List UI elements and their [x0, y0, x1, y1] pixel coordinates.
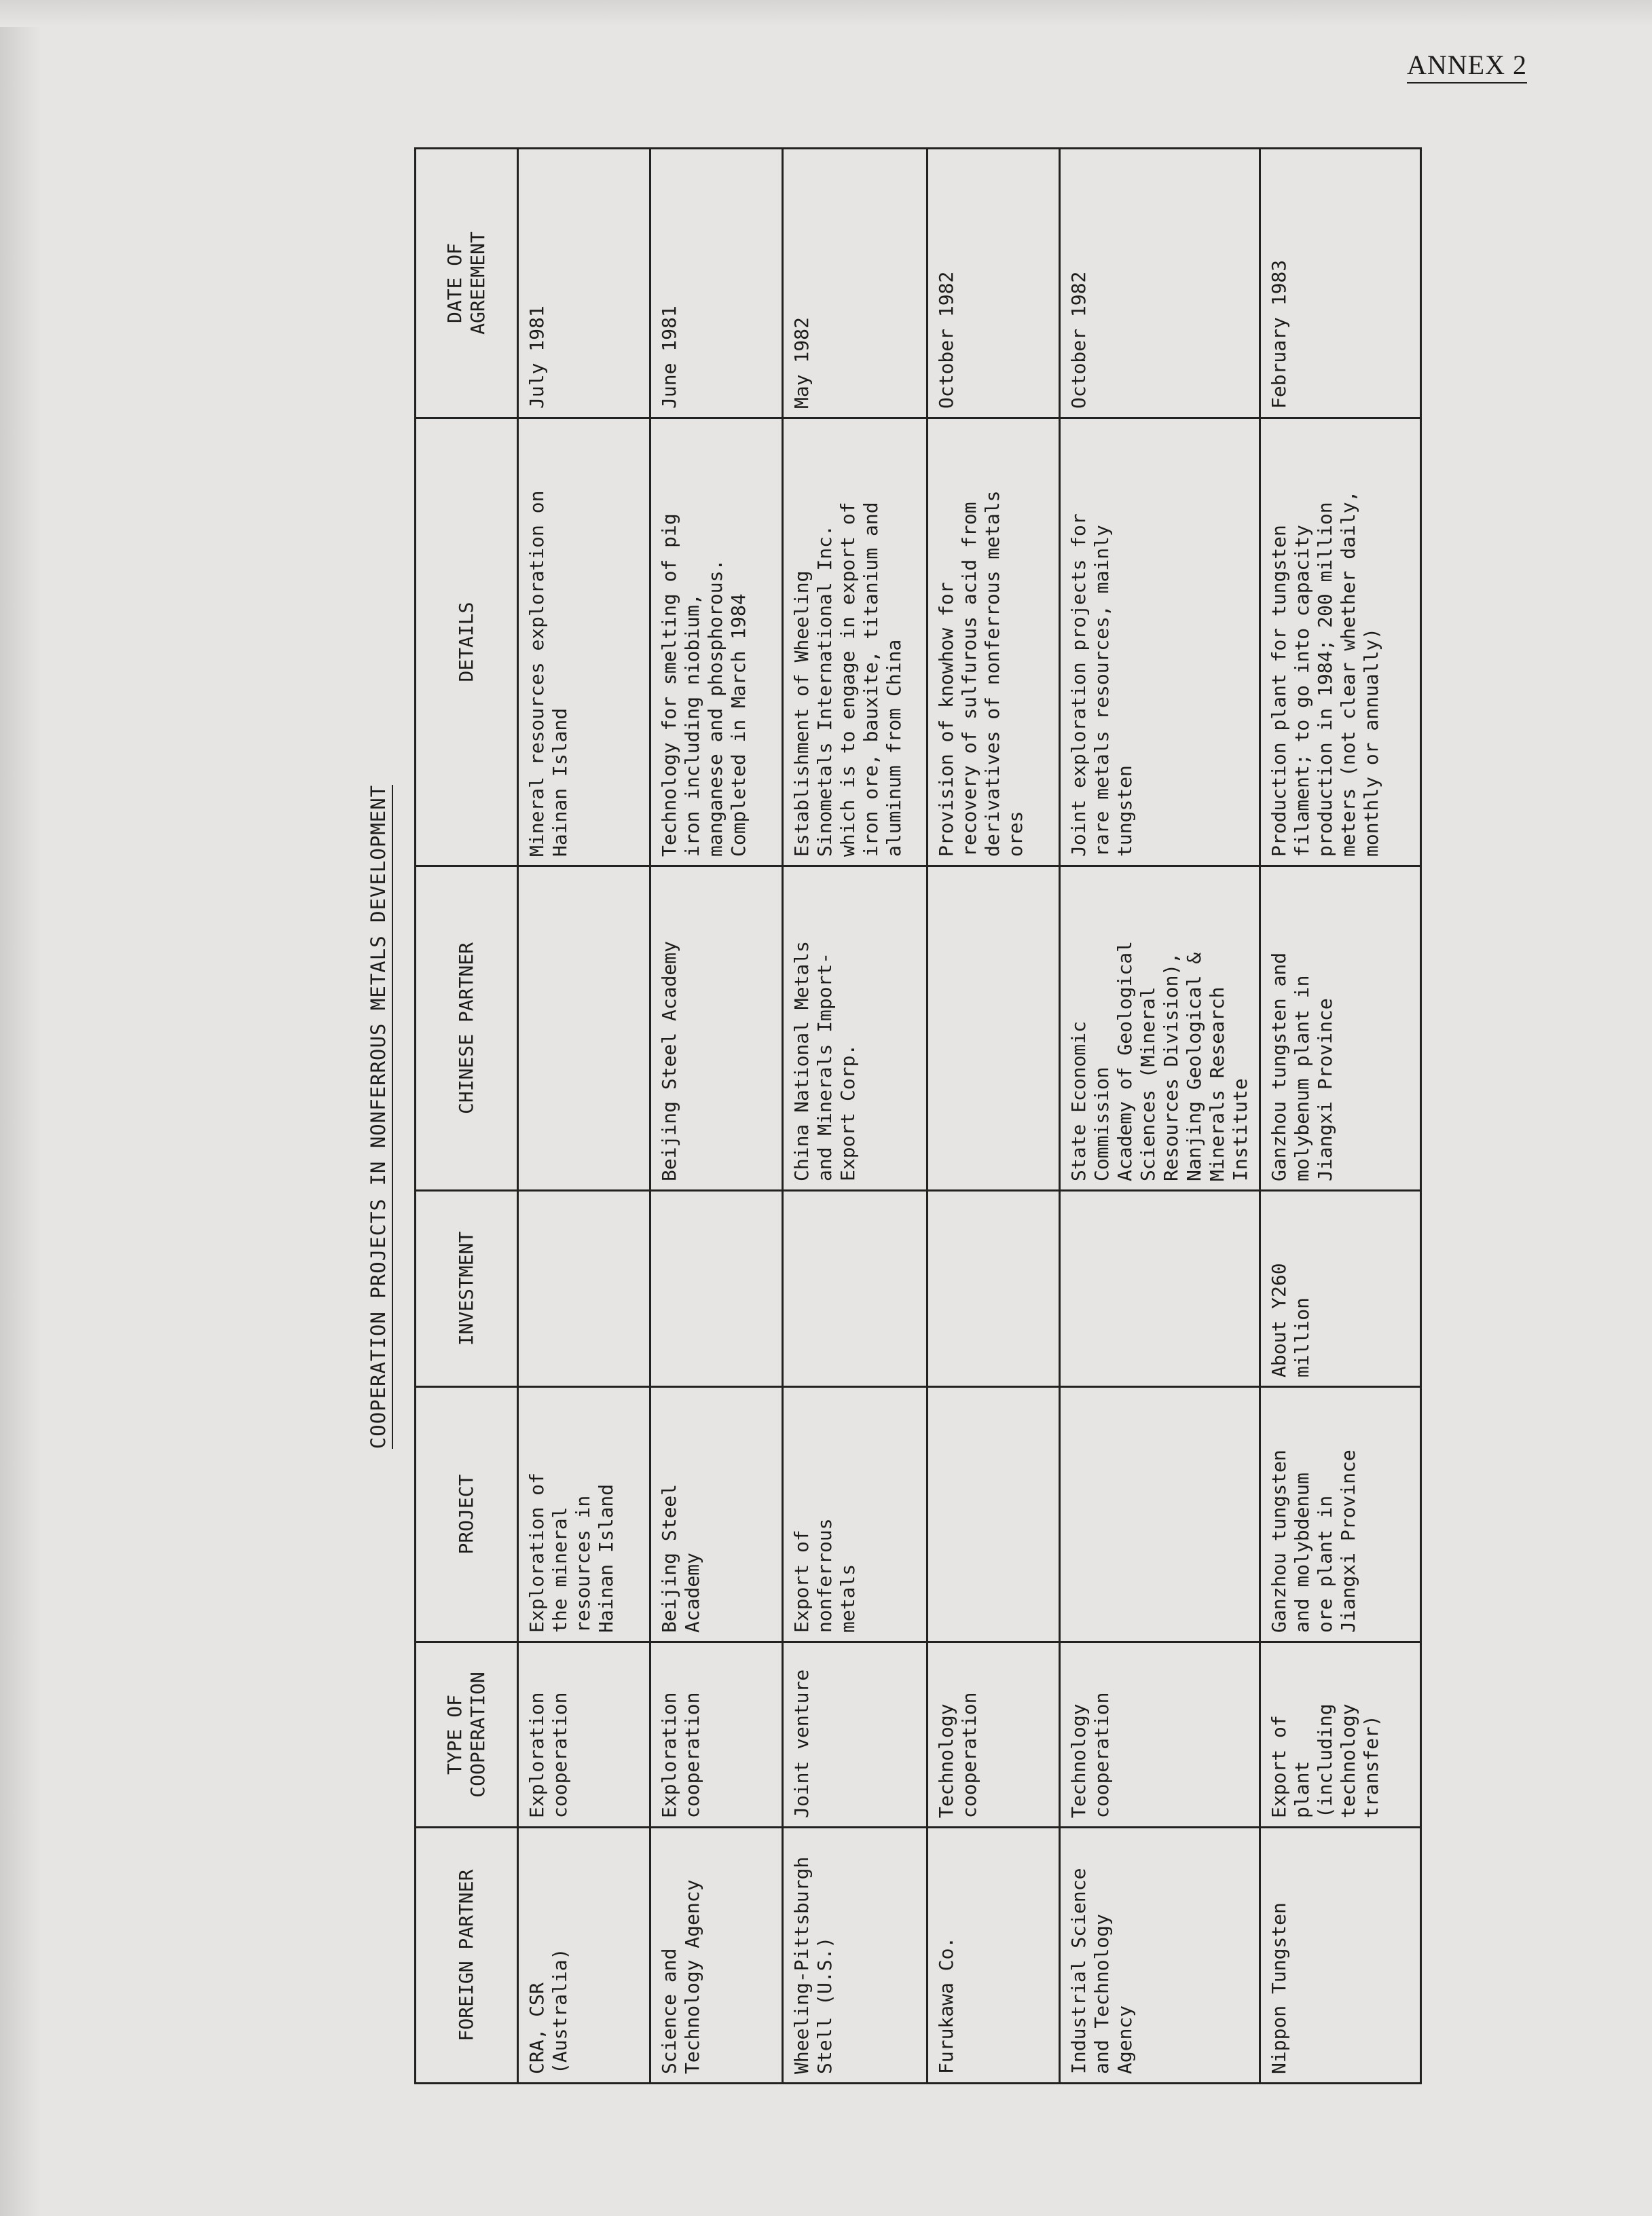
cell-chinese-partner: State Economic Commission Academy of Geological Sciences (Mineral Resources Division), Nanjing Geological & Minerals Research Institute [1060, 866, 1260, 1191]
cell-investment [783, 1191, 928, 1387]
header-details: DETAILS [416, 418, 518, 866]
cell-project: Ganzhou tungsten and molybdenum ore plant in Jiangxi Province [1260, 1387, 1421, 1642]
cell-details: Provision of knowhow for recovery of sulfurous acid from derivatives of nonferrous metals ores [928, 418, 1060, 866]
cell-investment: About Y260 million [1260, 1191, 1421, 1387]
cell-project: Beijing Steel Academy [650, 1387, 783, 1642]
cell-date: May 1982 [783, 149, 928, 418]
table-row [783, 149, 928, 2084]
cell-type: Exploration cooperation [650, 1642, 783, 1828]
cell-foreign-partner: Science and Technology Agency [650, 1828, 783, 2084]
cell-details: Technology for smelting of pig iron including niobium, manganese and phosphorous. Completed in March 1984 [650, 418, 783, 866]
cell-project: Export of nonferrous metals [783, 1387, 928, 1642]
cell-investment [518, 1191, 650, 1387]
cell-project: Exploration of the mineral resources in Hainan Island [518, 1387, 650, 1642]
cooperation-projects-table [414, 147, 1422, 2084]
cell-foreign-partner: Furukawa Co. [928, 1828, 1060, 2084]
cell-type: Exploration cooperation [518, 1642, 650, 1828]
header-project: PROJECT [416, 1387, 518, 1642]
cell-chinese-partner [518, 866, 650, 1191]
table-row [518, 149, 650, 2084]
cell-type: Joint venture [783, 1642, 928, 1828]
cell-details: Production plant for tungsten filament; to go into capacity production in 1984; 200 million meters (not clear whether daily, monthly or annually) [1260, 418, 1421, 866]
cell-details: Joint exploration projects for rare metals resources, mainly tungsten [1060, 418, 1260, 866]
cell-foreign-partner: Wheeling-Pittsburgh Stell (U.S.) [783, 1828, 928, 2084]
header-row [416, 149, 518, 2084]
cell-type: Technology cooperation [1060, 1642, 1260, 1828]
table-row [1060, 149, 1260, 2084]
cell-investment [650, 1191, 783, 1387]
cell-date: July 1981 [518, 149, 650, 418]
header-type-of-cooperation: TYPE OF COOPERATION [416, 1642, 518, 1828]
header-foreign-partner: FOREIGN PARTNER [416, 1828, 518, 2084]
cell-date: October 1982 [1060, 149, 1260, 418]
rotated-table-area [367, 149, 1392, 2084]
cell-type: Export of plant (including technology transfer) [1260, 1642, 1421, 1828]
cell-date: June 1981 [650, 149, 783, 418]
cell-project [928, 1387, 1060, 1642]
header-date-of-agreement: DATE OF AGREEMENT [416, 149, 518, 418]
cell-details: Mineral resources exploration on Hainan Island [518, 418, 650, 866]
cell-details: Establishment of Wheeling Sinometals International Inc. which is to engage in export of iron ore, bauxite, titanium and aluminum from China [783, 418, 928, 866]
annex-label: ANNEX 2 [1407, 49, 1527, 84]
table-row [1260, 149, 1421, 2084]
header-investment: INVESTMENT [416, 1191, 518, 1387]
table-row [928, 149, 1060, 2084]
cell-project [1060, 1387, 1260, 1642]
cell-chinese-partner: Ganzhou tungsten and molybenum plant in Jiangxi Province [1260, 866, 1421, 1191]
cell-investment [928, 1191, 1060, 1387]
page-top-shadow [0, 0, 1652, 27]
cell-chinese-partner [928, 866, 1060, 1191]
cell-foreign-partner: Industrial Science and Technology Agency [1060, 1828, 1260, 2084]
cell-type: Technology cooperation [928, 1642, 1060, 1828]
cell-foreign-partner: Nippon Tungsten [1260, 1828, 1421, 2084]
table-row [650, 149, 783, 2084]
cell-date: February 1983 [1260, 149, 1421, 418]
table-title: COOPERATION PROJECTS IN NONFERROUS METALS DEVELOPMENT [367, 149, 390, 2084]
cell-chinese-partner: Beijing Steel Academy [650, 866, 783, 1191]
header-chinese-partner: CHINESE PARTNER [416, 866, 518, 1191]
cell-investment [1060, 1191, 1260, 1387]
cell-date: October 1982 [928, 149, 1060, 418]
cell-chinese-partner: China National Metals and Minerals Import- Export Corp. [783, 866, 928, 1191]
page-edge-shadow [0, 0, 41, 2216]
cell-foreign-partner: CRA, CSR (Australia) [518, 1828, 650, 2084]
